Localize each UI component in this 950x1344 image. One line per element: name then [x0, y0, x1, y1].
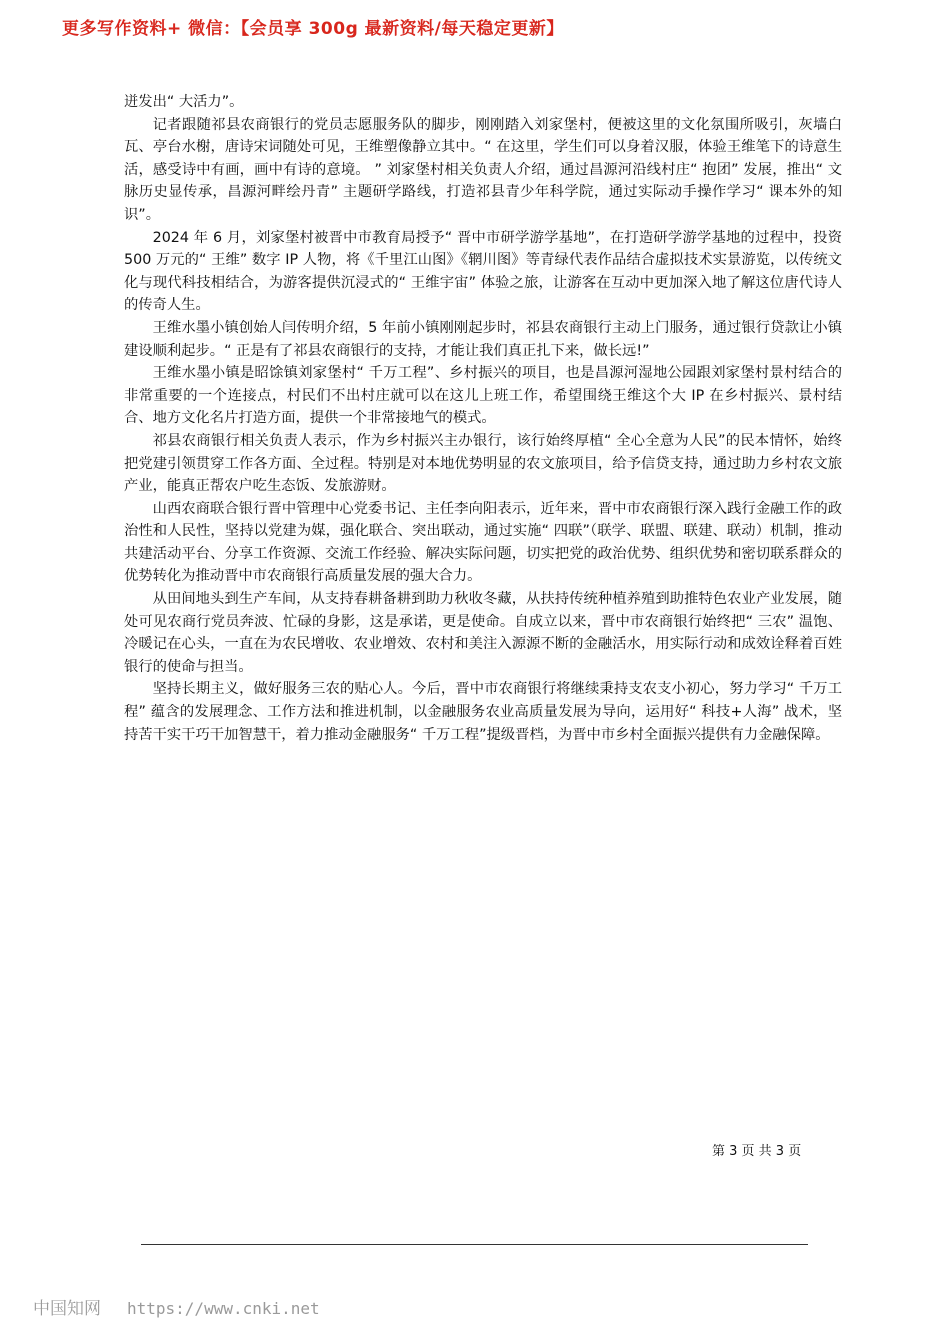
page-number: 第 3 页 共 3 页: [712, 1144, 802, 1159]
watermark-url[interactable]: https://www.cnki.net: [127, 1299, 320, 1318]
source-watermark: [33, 1294, 320, 1319]
article-paragraph: 从田间地头到生产车间，从支持春耕备耕到助力秋收冬藏，从扶持传统种植养殖到助推特色农业产业发展，随处可见农商行党员奔波、忙碌的身影，这是承诺，更是使命。自成立以来，晋中市农商银行始终把“ 三农” 温饱、冷暖记在心头，一直在为农民增收、农业增效、农村和美注入源源不断的金融活水，用实际行动和成效诠释着百姓银行的使命与担当。: [124, 591, 842, 675]
promo-banner: 更多写作资料+ 微信：【会员享 300g 最新资料/每天稳定更新】: [62, 19, 564, 39]
article-paragraph: 王维水墨小镇创始人闫传明介绍，5 年前小镇刚刚起步时，祁县农商银行主动上门服务，通过银行贷款让小镇建设顺利起步。“ 正是有了祁县农商银行的支持，才能让我们真正扎下来，做长远!”: [124, 319, 842, 359]
article-paragraph: 迸发出“ 大活力”。: [124, 94, 244, 110]
article-paragraph: 记者跟随祁县农商银行的党员志愿服务队的脚步，刚刚踏入刘家堡村，便被这里的文化氛围所吸引，灰墙白瓦、亭台水榭，唐诗宋词随处可见，王维塑像静立其中。“ 在这里，学生们可以身着汉服，体验王维笔下的诗意生活，感受诗中有画，画中有诗的意境。 ” 刘家堡村相关负责人介绍，通过昌源河沿线村庄“ 抱团” 发展，推出“ 文脉历史显传承，昌源河畔绘丹青” 主题研学路线，打造祁县青少年科学院，通过实际动手操作学习“ 课本外的知识”。: [124, 116, 842, 223]
article-paragraph: 山西农商联合银行晋中管理中心党委书记、主任李向阳表示，近年来，晋中市农商银行深入践行金融工作的政治性和人民性，坚持以党建为媒，强化联合、突出联动，通过实施“ 四联”（联学、联盟、联建、联动）机制，推动共建活动平台、分享工作资源、交流工作经验、解决实际问题，切实把党的政治优势、组织优势和密切联系群众的优势转化为推动晋中市农商银行高质量发展的强大合力。: [124, 500, 842, 585]
article-paragraph: 2024 年 6 月，刘家堡村被晋中市教育局授予“ 晋中市研学游学基地”，在打造研学游学基地的过程中，投资 500 万元的“ 王维” 数字 IP 人物，将《千里江山图》《辋川图》等青绿代表作品结合虚拟技术实景游览，以传统文化与现代科技相结合，为游客提供沉浸式的“ 王维宇宙” 体验之旅，让游客在互动中更加深入地了解这位唐代诗人的传奇人生。: [124, 229, 842, 314]
article-body: [124, 91, 842, 746]
footer-divider: [141, 1244, 808, 1245]
watermark-brand: 中国知网: [33, 1299, 101, 1319]
article-paragraph: 坚持长期主义，做好服务三农的贴心人。今后，晋中市农商银行将继续秉持支农支小初心，努力学习“ 千万工程” 蕴含的发展理念、工作方法和推进机制，以金融服务农业高质量发展为导向，运用好“ 科技+人海” 战术，坚持苦干实干巧干加智慧干，着力推动金融服务“ 千万工程”提级晋档，为晋中市乡村全面振兴提供有力金融保障。: [124, 681, 842, 743]
article-paragraph: 祁县农商银行相关负责人表示，作为乡村振兴主办银行，该行始终厚植“ 全心全意为人民”的民本情怀，始终把党建引领贯穿工作各方面、全过程。特别是对本地优势明显的农文旅项目，给予信贷支持，通过助力乡村农文旅产业，能真正帮农户吃生态饭、发旅游财。: [124, 432, 842, 495]
article-paragraph: 王维水墨小镇是昭馀镇刘家堡村“ 千万工程”、乡村振兴的项目，也是昌源河湿地公园跟刘家堡村景村结合的非常重要的一个连接点，村民们不出村庄就可以在这儿上班工作，希望围绕王维这个大 IP 在乡村振兴、景村结合、地方文化名片打造方面，提供一个非常接地气的模式。: [124, 365, 842, 427]
